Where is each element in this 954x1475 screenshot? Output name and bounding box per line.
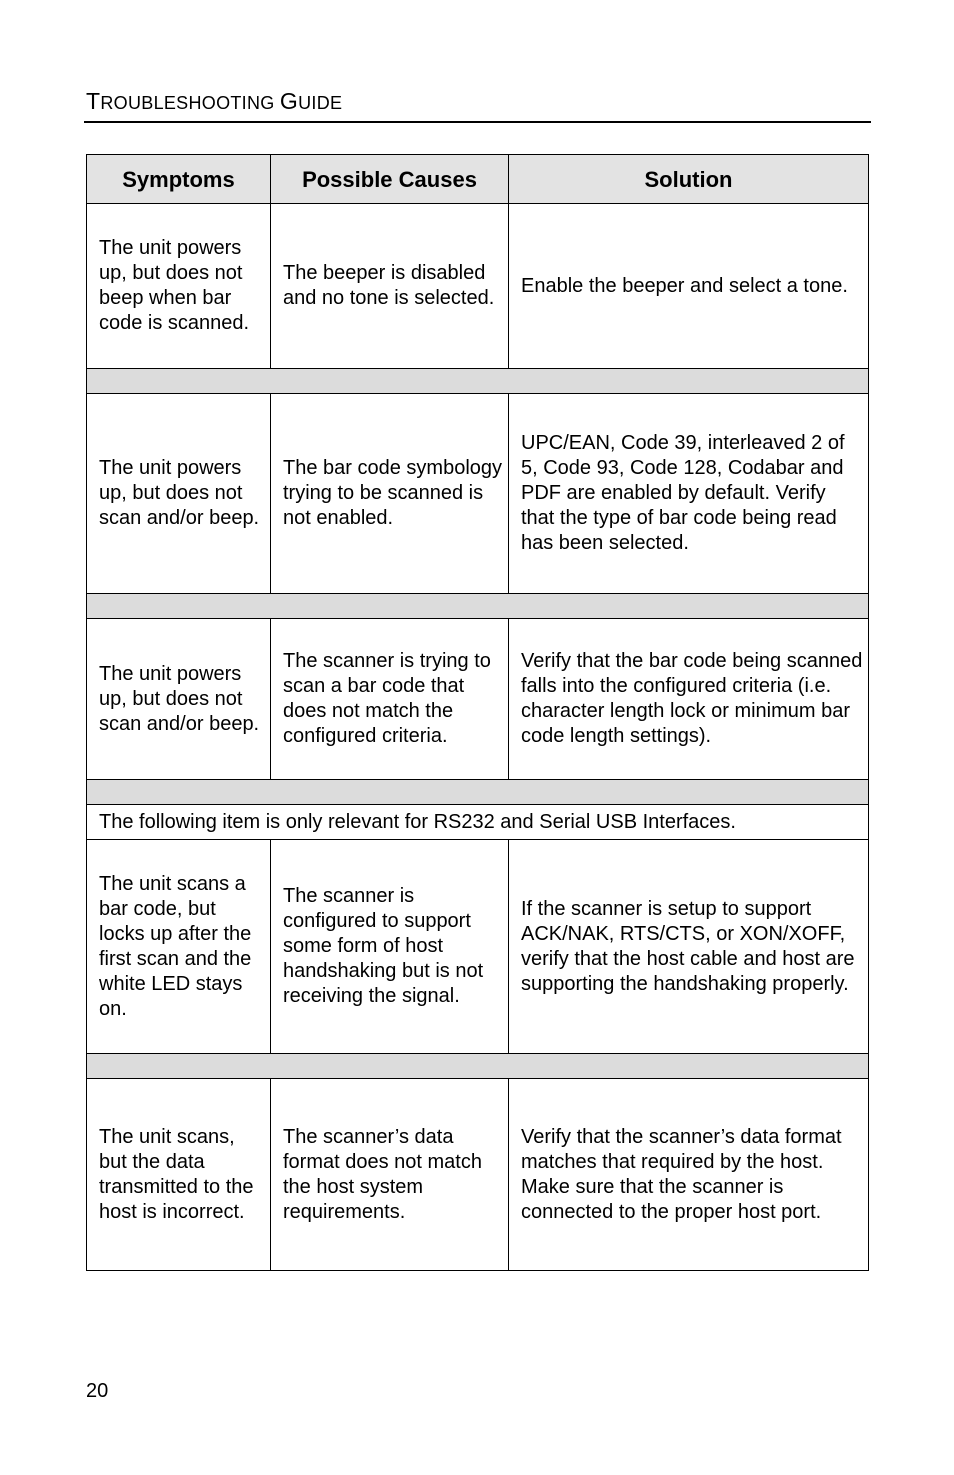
solution-cell: UPC/EAN, Code 39, interleaved 2 of 5, Code 93, Code 128, Codabar and PDF are enabled by default. Verify that the type of bar code being read has been selected. [509,394,869,594]
table-row [87,1079,869,1271]
header-symptoms: Symptoms [87,155,271,204]
troubleshooting-table [86,154,869,1271]
cause-cell: The scanner is trying to scan a bar code that does not match the configured criteria. [271,619,509,780]
separator-row [87,1054,869,1079]
solution-cell: Enable the beeper and select a tone. [509,204,869,369]
table-row [87,840,869,1054]
cause-cell: The scanner’s data format does not match the host system requirements. [271,1079,509,1271]
interface-note: The following item is only relevant for RS232 and Serial USB Interfaces. [87,805,869,840]
table-header-row [87,155,869,204]
page-number: 20 [86,1380,109,1402]
table-row [87,619,869,780]
solution-cell: Verify that the scanner’s data format matches that required by the host. Make sure that the scanner is connected to the proper host port. [509,1079,869,1271]
solution-cell: If the scanner is setup to support ACK/NAK, RTS/CTS, or XON/XOFF, verify that the host cable and host are supporting the handshaking properly. [509,840,869,1054]
symptom-cell: The unit powers up, but does not scan and/or beep. [87,619,271,780]
cause-cell: The beeper is disabled and no tone is selected. [271,204,509,369]
solution-cell: Verify that the bar code being scanned falls into the configured criteria (i.e. character length lock or minimum bar code length settings). [509,619,869,780]
title-rule [84,121,871,123]
symptom-cell: The unit powers up, but does not beep when bar code is scanned. [87,204,271,369]
separator-row [87,594,869,619]
cause-cell: The bar code symbology trying to be scanned is not enabled. [271,394,509,594]
symptom-cell: The unit powers up, but does not scan and/or beep. [87,394,271,594]
symptom-cell: The unit scans, but the data transmitted to the host is incorrect. [87,1079,271,1271]
header-solution: Solution [509,155,869,204]
separator-row [87,369,869,394]
page-title: TROUBLESHOOTING GUIDE [86,88,343,114]
symptom-cell: The unit scans a bar code, but locks up after the first scan and the white LED stays on. [87,840,271,1054]
cause-cell: The scanner is configured to support some form of host handshaking but is not receiving the signal. [271,840,509,1054]
table-row [87,204,869,369]
table-row [87,394,869,594]
interface-note-row [87,805,869,840]
separator-row [87,780,869,805]
header-possible-causes: Possible Causes [271,155,509,204]
